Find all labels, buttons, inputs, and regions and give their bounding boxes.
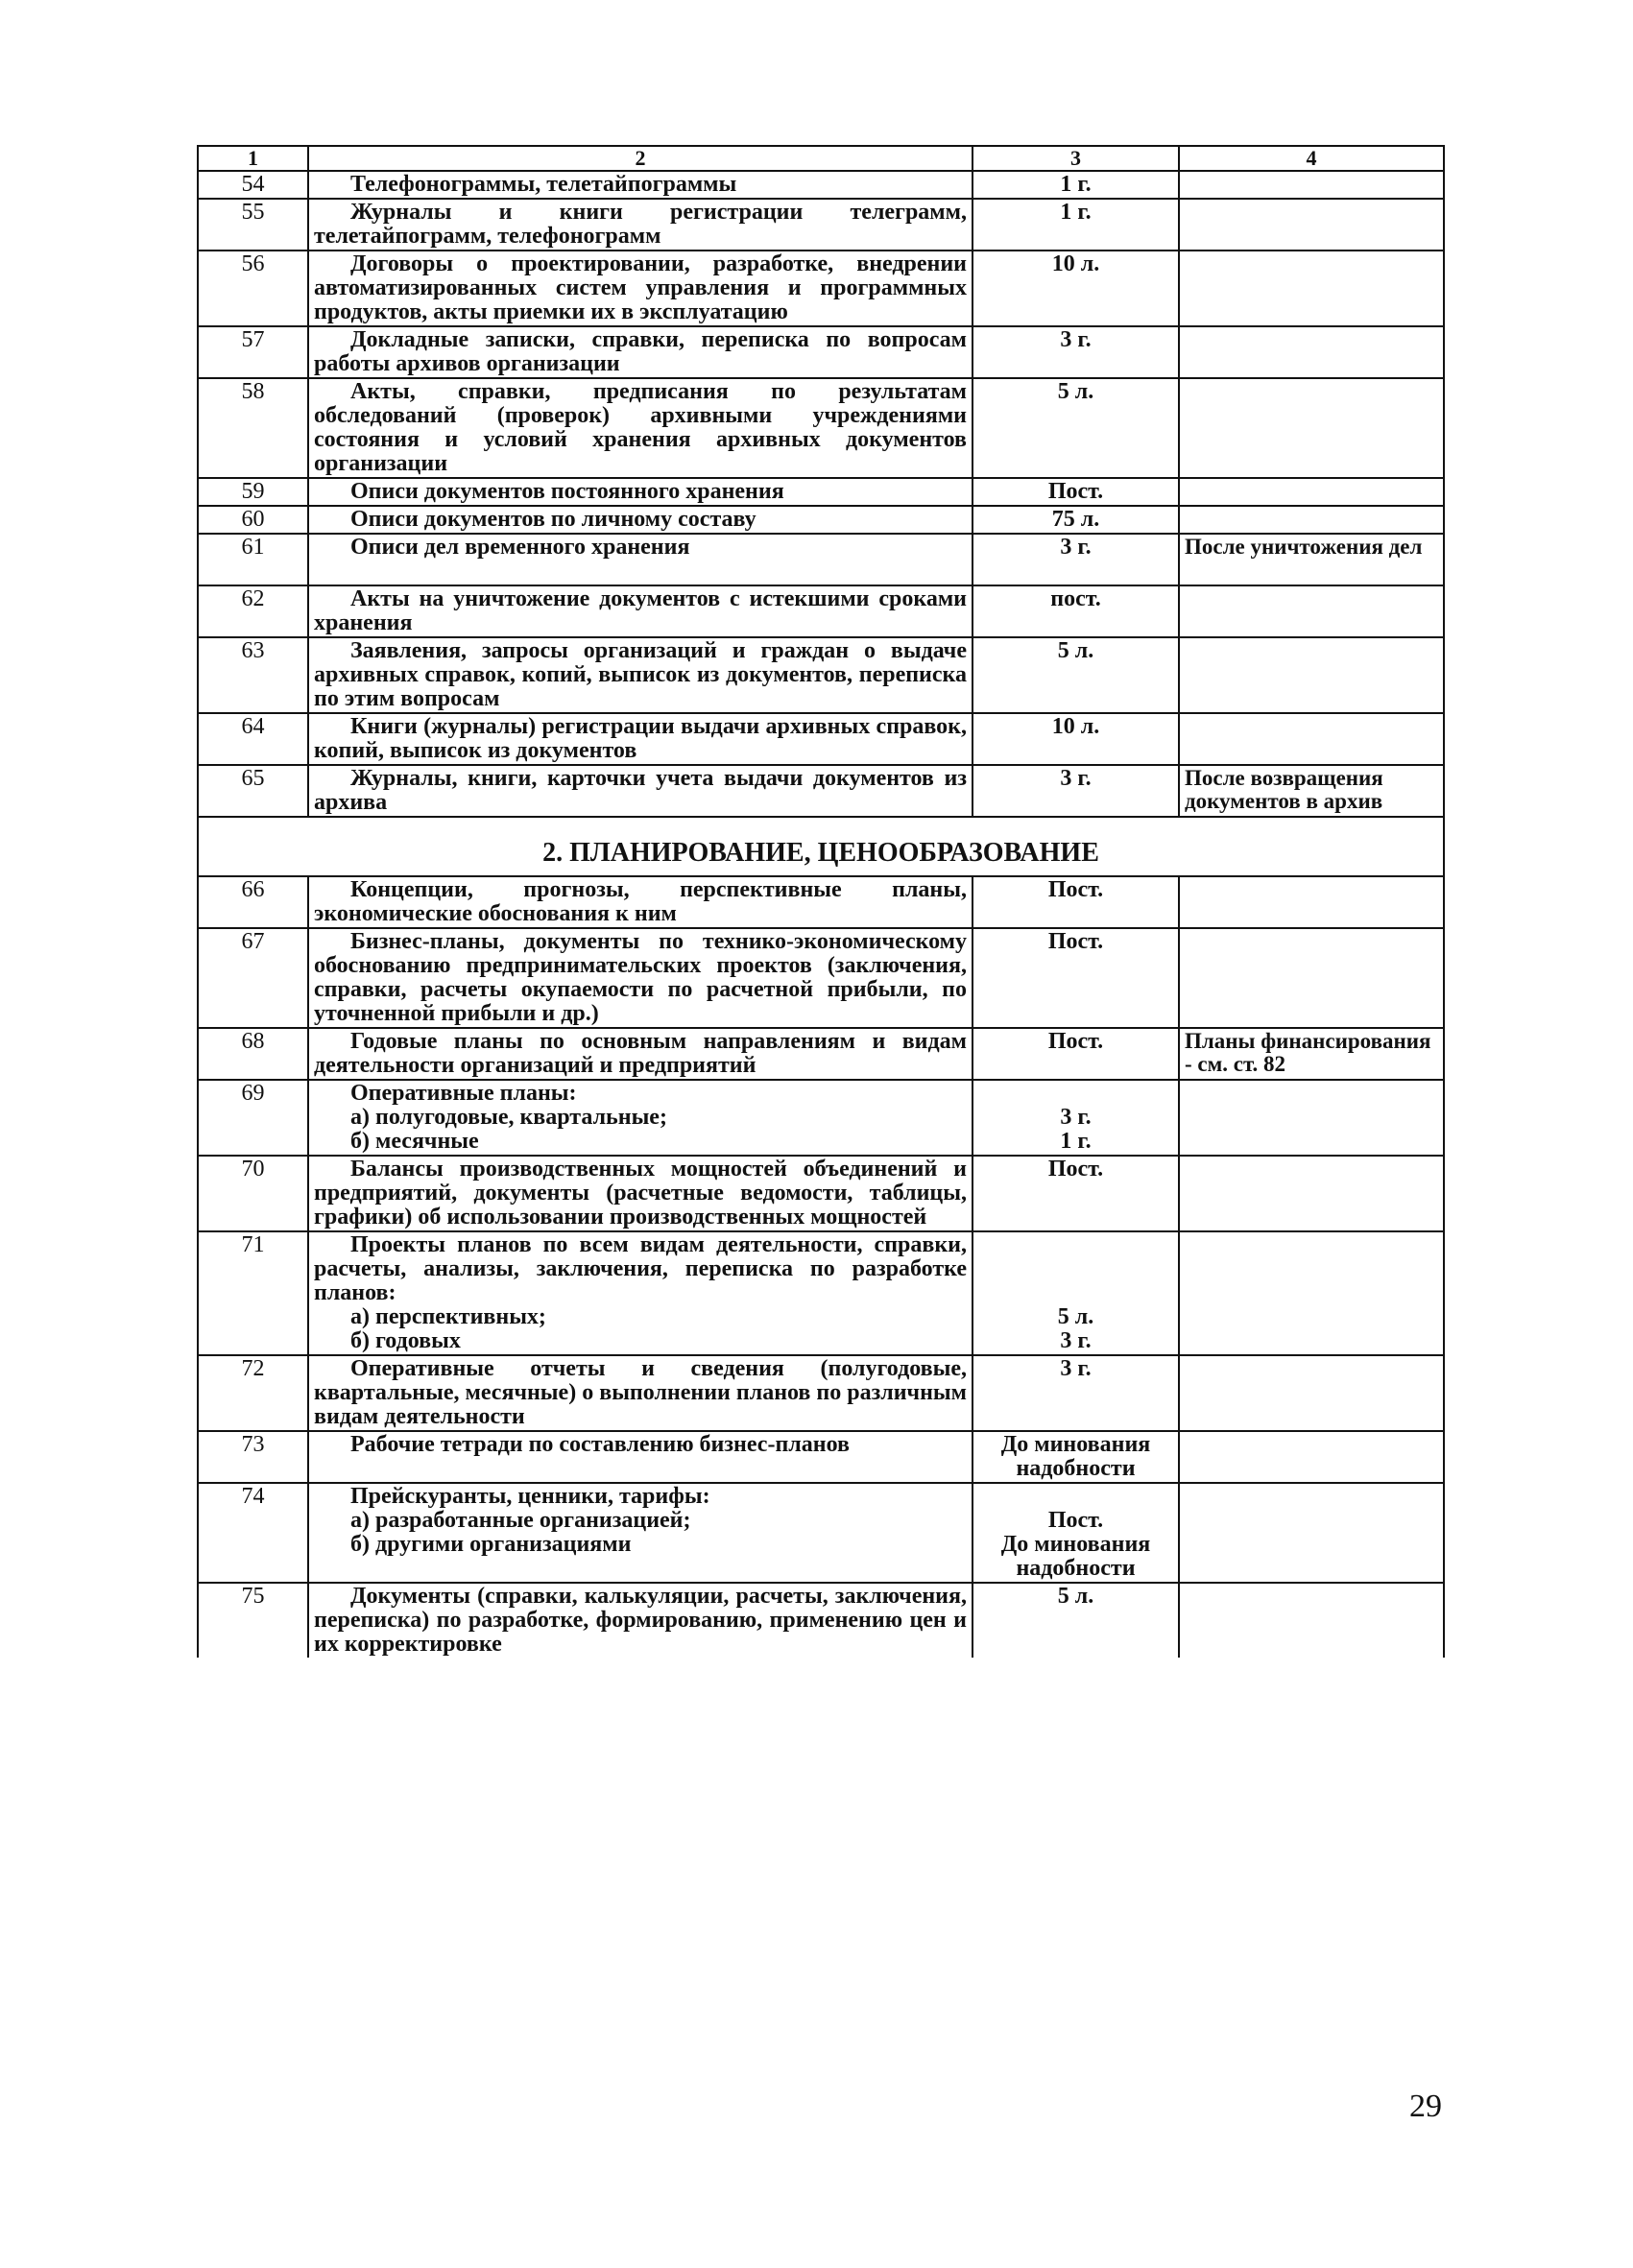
document-type-text: Акты на уничтожение документов с истекшими сроками хранения <box>314 586 967 635</box>
table-row <box>198 199 1444 251</box>
article-number: 72 <box>198 1355 308 1431</box>
document-type <box>308 713 973 765</box>
table-row <box>198 765 1444 817</box>
retention-term <box>973 637 1179 713</box>
table-row <box>198 1483 1444 1583</box>
note <box>1179 928 1444 1028</box>
note: Планы финансирования - см. ст. 82 <box>1179 1028 1444 1080</box>
blank-line <box>978 1082 1173 1106</box>
note <box>1179 478 1444 506</box>
article-number: 70 <box>198 1156 308 1231</box>
note <box>1179 1431 1444 1483</box>
article-number: 75 <box>198 1583 308 1658</box>
note <box>1179 199 1444 251</box>
blank-line <box>978 1257 1173 1281</box>
table-row <box>198 928 1444 1028</box>
document-type <box>308 1156 973 1231</box>
table-row <box>198 506 1444 534</box>
table-row <box>198 1028 1444 1080</box>
document-subitem: а) полугодовые, квартальные; <box>350 1105 667 1130</box>
document-subitem: б) месячные <box>350 1129 479 1154</box>
records-table-body <box>198 146 1444 1658</box>
note <box>1179 1231 1444 1355</box>
article-number: 59 <box>198 478 308 506</box>
retention-term-text: Пост. <box>1047 479 1104 504</box>
retention-term <box>973 1156 1179 1231</box>
document-subitem: а) перспективных; <box>350 1304 546 1329</box>
retention-term-text: Пост. <box>1047 1029 1104 1054</box>
header-col-2: 2 <box>308 146 973 171</box>
retention-term-text: Пост. <box>1047 1157 1104 1182</box>
header-row <box>198 146 1444 171</box>
retention-term <box>973 199 1179 251</box>
document-type <box>308 1355 973 1431</box>
article-number: 74 <box>198 1483 308 1583</box>
table-row <box>198 1080 1444 1156</box>
header-col-1: 1 <box>198 146 308 171</box>
retention-term-text: 1 г. <box>1060 1129 1092 1154</box>
document-type-text: Оперативные отчеты и сведения (полугодовые, квартальные, месячные) о выполнении планов по различным видам деятельности <box>314 1356 967 1429</box>
note <box>1179 1355 1444 1431</box>
blank-line <box>978 1281 1173 1305</box>
retention-term <box>973 326 1179 378</box>
note <box>1179 1583 1444 1658</box>
retention-term-text: 3 г. <box>1060 1328 1092 1353</box>
document-type <box>308 1231 973 1355</box>
section-header-row <box>198 817 1444 876</box>
table-row <box>198 637 1444 713</box>
table-row <box>198 585 1444 637</box>
note <box>1179 1483 1444 1583</box>
table-row <box>198 1231 1444 1355</box>
article-number: 61 <box>198 534 308 585</box>
retention-term-text: пост. <box>1050 586 1101 611</box>
document-type-text: Книги (журналы) регистрации выдачи архивных справок, копий, выписок из документов <box>314 714 967 763</box>
retention-term <box>973 713 1179 765</box>
note <box>1179 1080 1444 1156</box>
table-row <box>198 1583 1444 1658</box>
retention-term-text: 3 г. <box>1060 1356 1092 1381</box>
document-type <box>308 1028 973 1080</box>
article-number: 55 <box>198 199 308 251</box>
page-number: 29 <box>1409 2089 1442 2124</box>
blank-line <box>978 1485 1173 1509</box>
retention-term <box>973 1080 1179 1156</box>
note <box>1179 876 1444 928</box>
retention-term <box>973 585 1179 637</box>
document-subitem: б) годовых <box>350 1328 461 1353</box>
note <box>1179 171 1444 199</box>
retention-term <box>973 251 1179 326</box>
retention-term-text: 3 г. <box>1060 535 1092 560</box>
retention-term <box>973 876 1179 928</box>
article-number: 57 <box>198 326 308 378</box>
table-row <box>198 876 1444 928</box>
retention-term-text: До минования надобности <box>1000 1432 1151 1481</box>
document-type-text: Докладные записки, справки, переписка по вопросам работы архивов организации <box>314 327 967 376</box>
article-number: 65 <box>198 765 308 817</box>
table-row <box>198 478 1444 506</box>
table-row <box>198 171 1444 199</box>
note <box>1179 251 1444 326</box>
document-type-text: Бизнес-планы, документы по технико-экономическому обоснованию предпринимательских проектов (заключения, справки, расчеты окупаемости по расчетной прибыли, по уточненной прибыли и др.) <box>314 929 967 1026</box>
article-number: 63 <box>198 637 308 713</box>
document-type <box>308 765 973 817</box>
document-type-text: Рабочие тетради по составлению бизнес-планов <box>350 1432 850 1457</box>
document-type-text: Прейскуранты, ценники, тарифы: <box>350 1484 710 1509</box>
retention-term <box>973 765 1179 817</box>
document-type <box>308 506 973 534</box>
retention-term-text: 10 л. <box>1051 251 1100 276</box>
document-type <box>308 199 973 251</box>
retention-term <box>973 1355 1179 1431</box>
document-type <box>308 478 973 506</box>
document-type-text: Акты, справки, предписания по результатам обследований (проверок) архивными учреждениями состояния и условий хранения архивных документов организации <box>314 379 967 476</box>
blank-line <box>314 560 967 584</box>
article-number: 54 <box>198 171 308 199</box>
document-type-text: Проекты планов по всем видам деятельности, справки, расчеты, анализы, заключения, переписка по разработке планов: <box>314 1232 967 1305</box>
table-row <box>198 534 1444 585</box>
retention-term-text: До минования надобности <box>1000 1532 1151 1581</box>
document-type-text: Оперативные планы: <box>350 1081 577 1106</box>
document-type <box>308 1431 973 1483</box>
retention-term <box>973 1583 1179 1658</box>
retention-term-text: 5 л. <box>1057 1304 1094 1329</box>
retention-term <box>973 928 1179 1028</box>
document-type <box>308 378 973 478</box>
retention-term-text: 5 л. <box>1057 1584 1094 1609</box>
retention-term-text: 3 г. <box>1060 1105 1092 1130</box>
retention-term <box>973 1431 1179 1483</box>
article-number: 60 <box>198 506 308 534</box>
document-type <box>308 1080 973 1156</box>
document-type-text: Заявления, запросы организаций и граждан о выдаче архивных справок, копий, выписок из документов, переписка по этим вопросам <box>314 638 967 711</box>
retention-term <box>973 478 1179 506</box>
note <box>1179 506 1444 534</box>
article-number: 64 <box>198 713 308 765</box>
document-type <box>308 251 973 326</box>
retention-term-text: 5 л. <box>1057 379 1094 404</box>
article-number: 71 <box>198 1231 308 1355</box>
retention-term-text: Пост. <box>1047 877 1104 902</box>
document-type <box>308 1583 973 1658</box>
table-row <box>198 378 1444 478</box>
retention-term <box>973 534 1179 585</box>
document-type <box>308 171 973 199</box>
document-type <box>308 326 973 378</box>
document-type <box>308 534 973 585</box>
note <box>1179 326 1444 378</box>
document-type-text: Журналы, книги, карточки учета выдачи документов из архива <box>314 766 967 815</box>
document-type-text: Телефонограммы, телетайпограммы <box>350 172 737 197</box>
retention-term <box>973 506 1179 534</box>
article-number: 67 <box>198 928 308 1028</box>
article-number: 58 <box>198 378 308 478</box>
section-title: 2. ПЛАНИРОВАНИЕ, ЦЕНООБРАЗОВАНИЕ <box>198 817 1444 876</box>
article-number: 69 <box>198 1080 308 1156</box>
header-col-4: 4 <box>1179 146 1444 171</box>
document-type-text: Описи документов постоянного хранения <box>350 479 784 504</box>
document-type <box>308 585 973 637</box>
document-type-text: Журналы и книги регистрации телеграмм, телетайпограмм, телефонограмм <box>314 200 967 249</box>
article-number: 66 <box>198 876 308 928</box>
article-number: 62 <box>198 585 308 637</box>
document-type-text: Договоры о проектировании, разработке, внедрении автоматизированных систем управления и программных продуктов, акты приемки их в эксплуатацию <box>314 251 967 324</box>
document-type-text: Описи документов по личному составу <box>350 507 756 532</box>
retention-term-text: 3 г. <box>1060 766 1092 791</box>
records-table <box>197 145 1445 1658</box>
note: После возвращения документов в архив <box>1179 765 1444 817</box>
document-type <box>308 928 973 1028</box>
header-col-3: 3 <box>973 146 1179 171</box>
note: После уничтожения дел <box>1179 534 1444 585</box>
table-row <box>198 251 1444 326</box>
table-row <box>198 326 1444 378</box>
table-row <box>198 1156 1444 1231</box>
document-subitem: б) другими организациями <box>350 1532 632 1557</box>
retention-term <box>973 378 1179 478</box>
note <box>1179 378 1444 478</box>
note <box>1179 713 1444 765</box>
document-type-text: Документы (справки, калькуляции, расчеты, заключения, переписка) по разработке, формированию, применению цен и их корректировке <box>314 1584 967 1657</box>
retention-term-text: 75 л. <box>1051 507 1100 532</box>
table-row <box>198 713 1444 765</box>
retention-term-text: Пост. <box>1047 929 1104 954</box>
retention-term-text: 3 г. <box>1060 327 1092 352</box>
document-type-text: Балансы производственных мощностей объединений и предприятий, документы (расчетные ведомости, таблицы, графики) об использовании производственных мощностей <box>314 1157 967 1229</box>
table-row <box>198 1355 1444 1431</box>
retention-term-text: Пост. <box>1047 1508 1104 1533</box>
retention-term <box>973 1483 1179 1583</box>
retention-term-text: 10 л. <box>1051 714 1100 739</box>
note <box>1179 637 1444 713</box>
article-number: 73 <box>198 1431 308 1483</box>
retention-term <box>973 1028 1179 1080</box>
note <box>1179 585 1444 637</box>
document-type-text: Концепции, прогнозы, перспективные планы, экономические обоснования к ним <box>314 877 967 926</box>
retention-term-text: 1 г. <box>1060 172 1092 197</box>
retention-term-text: 1 г. <box>1060 200 1092 225</box>
article-number: 68 <box>198 1028 308 1080</box>
document-type <box>308 876 973 928</box>
document-type <box>308 637 973 713</box>
article-number: 56 <box>198 251 308 326</box>
document-type <box>308 1483 973 1583</box>
blank-line <box>978 1233 1173 1257</box>
table-row <box>198 1431 1444 1483</box>
document-subitem: а) разработанные организацией; <box>350 1508 691 1533</box>
document-type-text: Описи дел временного хранения <box>350 535 690 560</box>
document-type-text: Годовые планы по основным направлениям и видам деятельности организаций и предприятий <box>314 1029 967 1078</box>
retention-term <box>973 171 1179 199</box>
note <box>1179 1156 1444 1231</box>
retention-term-text: 5 л. <box>1057 638 1094 663</box>
retention-term <box>973 1231 1179 1355</box>
